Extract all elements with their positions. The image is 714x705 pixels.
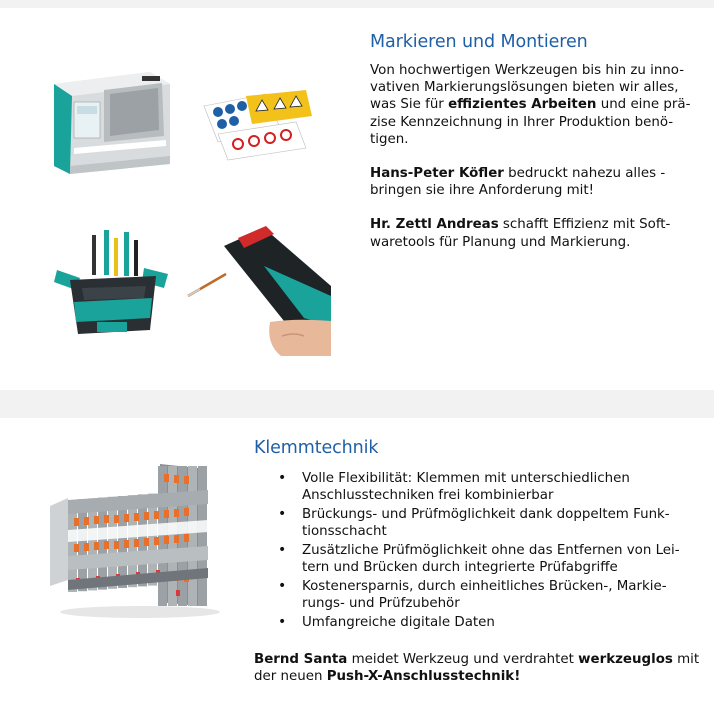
labels-image (196, 88, 316, 163)
markieren-title: Markieren und Montieren (370, 32, 588, 52)
list-item: • Kostenersparnis, durch einheitliches Brücken-, Markie- rungs- und Prüfzubehör (276, 578, 704, 612)
terminal-blocks-image (40, 460, 220, 620)
list-item: • Volle Flexibilität: Klemmen mit unterschiedlichen Anschlusstechniken frei kombinierbar (276, 470, 704, 504)
contact-name-santa: Bernd Santa (254, 652, 348, 667)
contact-name-zettl: Hr. Zettl Andreas (370, 217, 499, 233)
list-item: • Brückungs- und Prüfmöglichkeit dank doppeltem Funk- tionsschacht (276, 506, 704, 540)
klemmtechnik-title: Klemmtechnik (254, 438, 379, 458)
feature-list (276, 470, 704, 631)
koefler-paragraph: Hans-Peter Köfler bedruckt nahezu alles - bringen sie ihre Anforderung mit! (370, 166, 666, 199)
highlight-werkzeuglos: werkzeuglos (578, 652, 673, 667)
list-item: • Zusätzliche Prüfmöglichkeit ohne das Entfernen von Lei- tern und Brücken durch integrierte Prüfabgriffe (276, 542, 704, 576)
toolbag-image (52, 230, 172, 345)
klemmtechnik-section (0, 418, 714, 705)
highlight-push-x: Push-X-Anschlusstechnik! (326, 669, 521, 685)
stripping-tool-image (186, 226, 331, 356)
highlight-efficient: effizientes Arbeiten (448, 97, 597, 113)
printer-image (42, 66, 177, 181)
intro-paragraph: Von hochwertigen Werkzeugen bis hin zu inno- vativen Markierungslösungen bieten wir alles, was Sie für effizientes Arbeiten und eine prä- zise Kennzeichnung in Ihrer Produktion benö- tigen. (370, 63, 691, 147)
markieren-section (0, 8, 714, 390)
santa-paragraph: Bernd Santa meidet Werkzeug und verdrahtet werkzeuglos mit der neuen Push-X-Anschlusstechnik! (254, 652, 700, 685)
contact-name-koefler: Hans-Peter Köfler (370, 166, 504, 182)
list-item: • Umfangreiche digitale Daten (276, 614, 704, 631)
zettl-paragraph: Hr. Zettl Andreas schafft Effizienz mit Soft- waretools für Planung und Markierung. (370, 217, 671, 250)
